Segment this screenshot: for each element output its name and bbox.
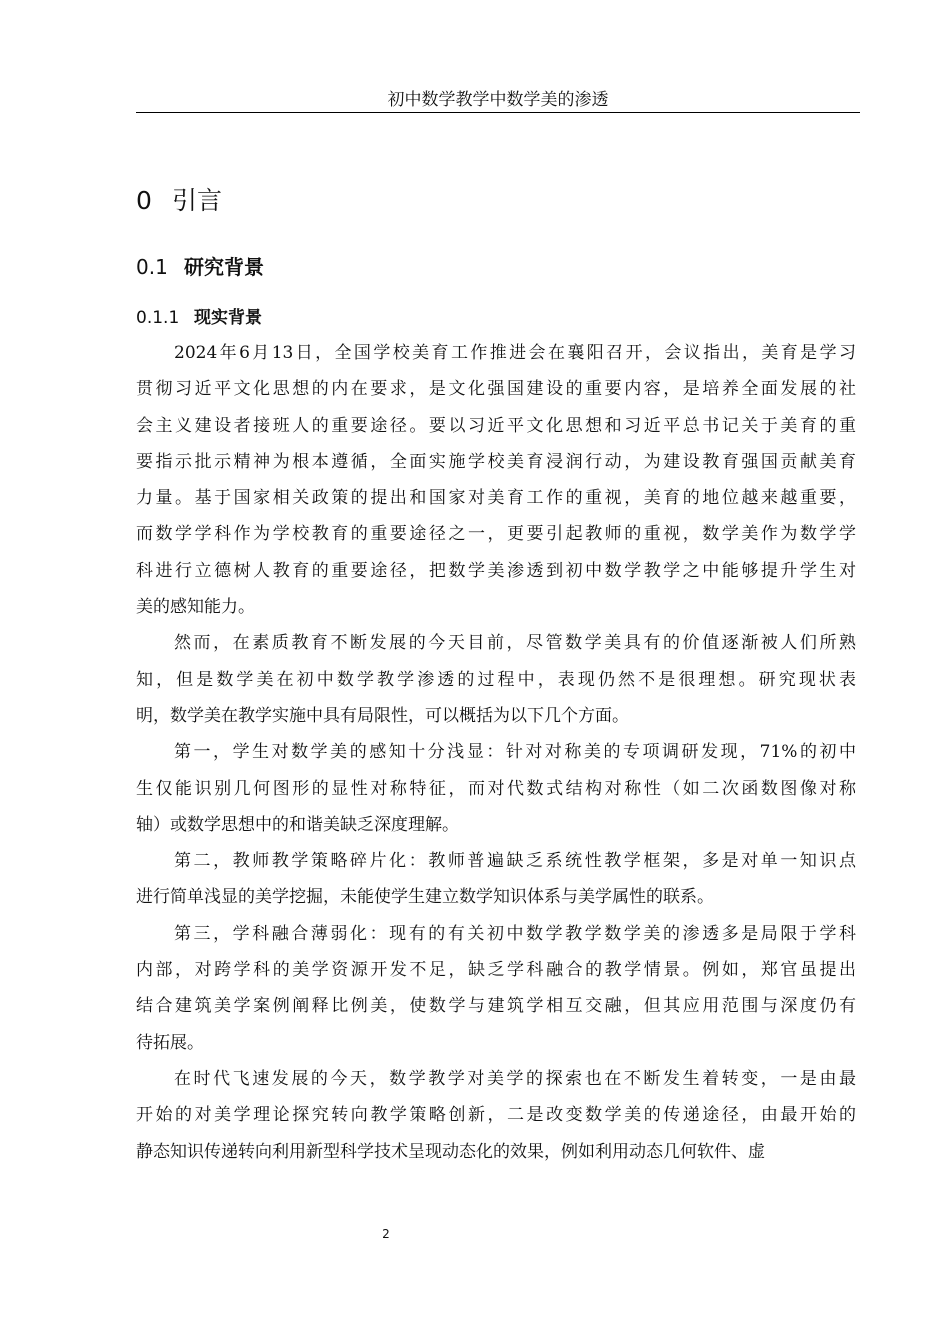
- paragraph: [136, 625, 856, 734]
- paragraph-line: 2024年6月13日，全国学校美育工作推进会在襄阳召开，会议指出，美育是学习: [174, 343, 856, 363]
- body-text: [136, 335, 856, 1170]
- paragraph-line: 而数学学科作为学校教育的重要途径之一，更要引起教师的重视，数学美作为数学学: [136, 524, 856, 545]
- subsection-number: 0.1: [136, 255, 168, 279]
- section-number: 0: [136, 186, 152, 215]
- paragraph: [136, 843, 856, 916]
- paragraph-line: 然而，在素质教育不断发展的今天目前，尽管数学美具有的价值逐渐被人们所熟: [174, 633, 856, 654]
- paragraph-line: 静态知识传递转向利用新型科学技术呈现动态化的效果，例如利用动态几何软件、虚: [136, 1141, 765, 1162]
- paragraph-line: 结合建筑美学案例阐释比例美，使数学与建筑学相互交融，但其应用范围与深度仍有: [136, 996, 856, 1017]
- paragraph-line: 明，数学美在教学实施中具有局限性，可以概括为以下几个方面。: [136, 705, 629, 726]
- paragraph-line: 轴）或数学思想中的和谐美缺乏深度理解。: [136, 814, 459, 835]
- paragraph: [136, 916, 856, 1061]
- paragraph-line: 力量。基于国家相关政策的提出和国家对美育工作的重视，美育的地位越来越重要，: [136, 488, 856, 509]
- paragraph-line: 科进行立德树人教育的重要途径，把数学美渗透到初中数学教学之中能够提升学生对: [136, 560, 856, 581]
- paragraph: [136, 1061, 856, 1170]
- paragraph-line: 美的感知能力。: [136, 597, 255, 618]
- paragraph-line: 第一，学生对数学美的感知十分浅显：针对对称美的专项调研发现，71%的初中: [174, 742, 856, 763]
- paragraph: [136, 734, 856, 843]
- section-heading: [136, 184, 222, 218]
- paragraph-line: 贯彻习近平文化思想的内在要求，是文化强国建设的重要内容，是培养全面发展的社: [136, 379, 856, 400]
- paragraph-line: 要指示批示精神为根本遵循，全面实施学校美育浸润行动，为建设教育强国贡献美育: [136, 451, 856, 472]
- paragraph-line: 生仅能识别几何图形的显性对称特征，而对代数式结构对称性（如二次函数图像对称: [136, 778, 856, 799]
- paragraph: [136, 335, 856, 625]
- subsubsection-number: 0.1.1: [136, 308, 180, 328]
- section-title: 引言: [172, 186, 223, 215]
- running-header: [136, 90, 860, 113]
- paragraph-line: 知，但是数学美在初中数学教学渗透的过程中，表现仍然不是很理想。研究现状表: [136, 669, 856, 690]
- paragraph-line: 进行简单浅显的美学挖掘，未能使学生建立数学知识体系与美学属性的联系。: [136, 887, 714, 908]
- running-header-title: 初中数学教学中数学美的渗透: [387, 90, 609, 110]
- paragraph-line: 内部，对跨学科的美学资源开发不足，缺乏学科融合的教学情景。例如，郑官虽提出: [136, 960, 856, 981]
- paragraph-line: 第二，教师教学策略碎片化：教师普遍缺乏系统性教学框架，多是对单一知识点: [174, 851, 856, 872]
- subsubsection-heading: [136, 306, 262, 330]
- page-number: 2: [382, 1227, 390, 1241]
- paragraph-line: 会主义建设者接班人的重要途径。要以习近平文化思想和习近平总书记关于美育的重: [136, 415, 856, 436]
- paragraph-line: 在时代飞速发展的今天，数学教学对美学的探索也在不断发生着转变，一是由最: [174, 1068, 856, 1089]
- subsection-title: 研究背景: [184, 255, 264, 279]
- paragraph-line: 第三，学科融合薄弱化：现有的有关初中数学教学数学美的渗透多是局限于学科: [174, 923, 856, 944]
- paragraph-line: 开始的对美学理论探究转向教学策略创新，二是改变数学美的传递途径，由最开始的: [136, 1105, 856, 1126]
- paragraph-line: 待拓展。: [136, 1032, 204, 1053]
- subsection-heading: [136, 253, 264, 281]
- subsubsection-title: 现实背景: [194, 308, 262, 328]
